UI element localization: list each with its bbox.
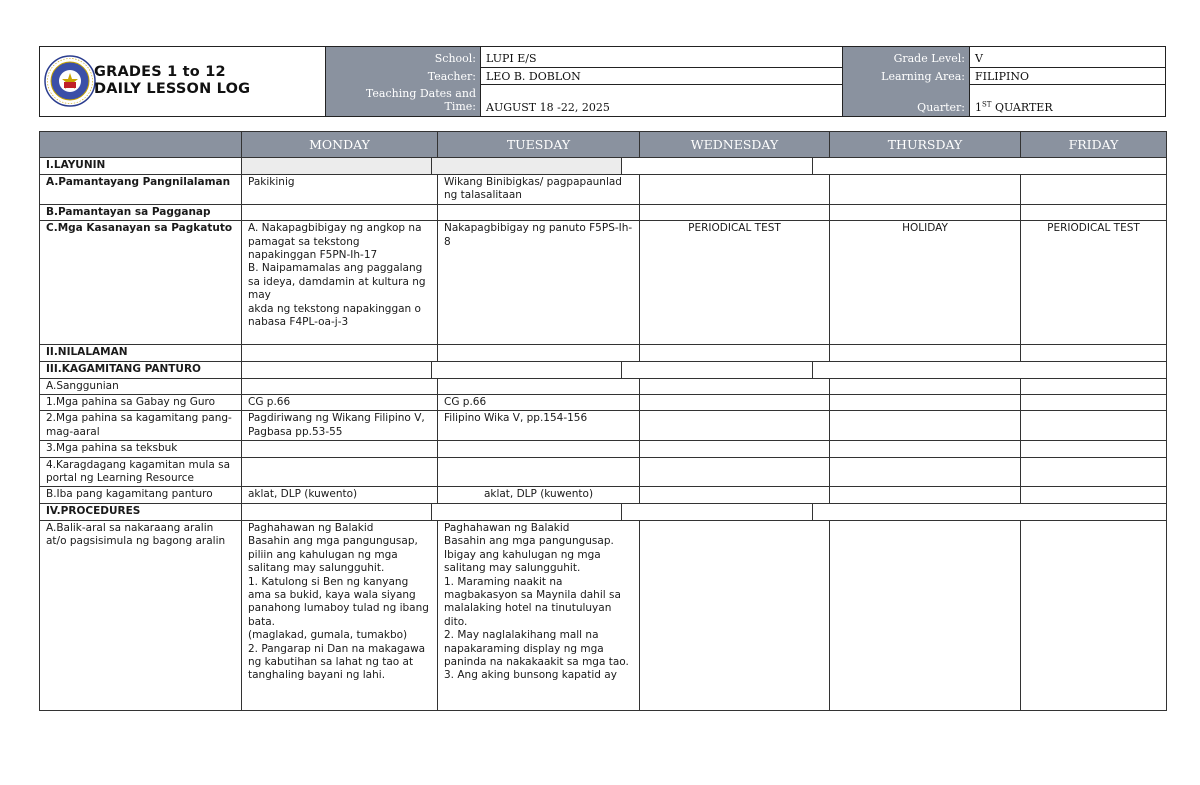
cell-friday [1021,378,1167,394]
row-pangnilalaman [40,175,1167,205]
row-layunin-blank [242,158,1167,175]
cell-wednesday [640,520,830,710]
cell-wednesday [640,457,830,487]
cell-friday: PERIODICAL TEST [1021,221,1167,345]
row-label: B.Pamantayan sa Pagganap [40,204,242,220]
cell-wednesday [640,345,830,361]
cell-friday [1021,395,1167,411]
dates-label-line-2: Time: [444,100,476,113]
cell-monday: Pakikinig [242,175,438,205]
cell-thursday [830,441,1021,457]
cell-thursday [830,204,1021,220]
cell-monday: A. Nakapagbibigay ng angkop na pamagat sa tekstong napakinggan F5PN-Ih-17 B. Naipamamalas ang paggalang sa ideya, damdamin at kultura ng may akda ng tekstong napakinggan o nabasa F4PL-oa-j-3 [242,221,438,345]
teacher-value: LEO B. DOBLON [481,68,843,85]
cell-wednesday: PERIODICAL TEST [640,221,830,345]
row-label: 3.Mga pahina sa teksbuk [40,441,242,457]
cell-monday: CG p.66 [242,395,438,411]
quarter-suffix: ST [982,100,992,109]
cell-tuesday [438,345,640,361]
cell-monday [242,457,438,487]
cell-thursday [830,395,1021,411]
dates-label [326,85,481,116]
cell-thursday [830,520,1021,710]
row-kagamitan [40,361,1167,378]
dates-value: AUGUST 18 -22, 2025 [481,85,843,116]
learning-area-value: FILIPINO [970,68,1165,85]
cell-thursday [830,457,1021,487]
cell-friday [1021,345,1167,361]
cell-monday [242,441,438,457]
cell-tuesday: Wikang Binibigkas/ pagpapaunlad ng talasalitaan [438,175,640,205]
cell-thursday [830,345,1021,361]
cell-tuesday [438,441,640,457]
cell-thursday [830,378,1021,394]
day-tuesday: TUESDAY [438,132,640,158]
school-label: School: [326,47,481,68]
row-nilalaman [40,345,1167,361]
grade-level-value: V [970,47,1165,68]
cell-friday [1021,411,1167,441]
cell-thursday [830,175,1021,205]
cell-tuesday: aklat, DLP (kuwento) [438,487,640,503]
grade-level-label: Grade Level: [843,47,970,68]
school-value: LUPI E/S [481,47,843,68]
cell-thursday [830,487,1021,503]
cell-tuesday: CG p.66 [438,395,640,411]
row-iba-pang [40,487,1167,503]
quarter-value [970,85,1165,116]
row-label: 4.Karagdagang kagamitan mula sa portal ng Learning Resource [40,457,242,487]
cell-wednesday [640,411,830,441]
row-pagganap [40,204,1167,220]
teacher-label: Teacher: [326,68,481,85]
row-label: A.Balik-aral sa nakaraang aralin at/o pagsisimula ng bagong aralin [40,520,242,710]
row-procedures [40,503,1167,520]
header-corner [40,132,242,158]
row-label: II.NILALAMAN [40,345,242,361]
cell-monday: aklat, DLP (kuwento) [242,487,438,503]
daily-lesson-log-table [39,131,1167,711]
row-kasanayan [40,221,1167,345]
day-friday: FRIDAY [1021,132,1167,158]
header-title-block [40,47,326,116]
row-kagamitang-pang [40,411,1167,441]
cell-monday [242,378,438,394]
row-label: C.Mga Kasanayan sa Pagkatuto [40,221,242,345]
row-karagdagang [40,457,1167,487]
row-kagamitan-blank [242,361,1167,378]
cell-friday [1021,487,1167,503]
cell-thursday [830,411,1021,441]
cell-friday [1021,175,1167,205]
day-header-row [40,132,1167,158]
cell-thursday: HOLIDAY [830,221,1021,345]
row-label: B.Iba pang kagamitang panturo [40,487,242,503]
row-label: A.Pamantayang Pangnilalaman [40,175,242,205]
cell-tuesday [438,457,640,487]
quarter-number: 1 [975,101,982,114]
row-label: IV.PROCEDURES [40,503,242,520]
cell-tuesday [438,204,640,220]
quarter-label: Quarter: [843,85,970,116]
row-gabay [40,395,1167,411]
cell-friday [1021,457,1167,487]
cell-tuesday: Paghahawan ng Balakid Basahin ang mga pangungusap. Ibigay ang kahulugan ng mga salitang may salungguhit. 1. Maraming naakit na magbakasyon sa Maynila dahil sa malalaking hotel na tinutuluyan dito. 2. May naglalakihang mall na napakaraming display ng mga paninda na nakakaakit sa mga tao. 3. Ang aking bunsong kapatid ay [438,520,640,710]
title-line-1: GRADES 1 to 12 [94,64,226,80]
learning-area-label: Learning Area: [843,68,970,85]
cell-wednesday [640,441,830,457]
cell-friday [1021,441,1167,457]
row-label: III.KAGAMITANG PANTURO [40,361,242,378]
cell-friday [1021,520,1167,710]
row-label: 1.Mga pahina sa Gabay ng Guro [40,395,242,411]
header-info-grid [326,47,1165,116]
row-balik-aral [40,520,1167,710]
row-teksbuk [40,441,1167,457]
cell-tuesday: Nakapagbibigay ng panuto F5PS-Ih-8 [438,221,640,345]
day-monday: MONDAY [242,132,438,158]
cell-wednesday [640,175,830,205]
cell-wednesday [640,487,830,503]
row-sanggunian [40,378,1167,394]
cell-monday [242,345,438,361]
cell-monday [242,204,438,220]
cell-tuesday [438,378,640,394]
cell-monday: Pagdiriwang ng Wikang Filipino V, Pagbasa pp.53-55 [242,411,438,441]
cell-tuesday: Filipino Wika V, pp.154-156 [438,411,640,441]
day-thursday: THURSDAY [830,132,1021,158]
row-label: I.LAYUNIN [40,158,242,175]
title-line-2: DAILY LESSON LOG [94,81,251,97]
quarter-text: QUARTER [991,101,1053,114]
cell-wednesday [640,378,830,394]
cell-wednesday [640,204,830,220]
header-title [94,64,250,98]
cell-monday: Paghahawan ng Balakid Basahin ang mga pangungusap, piliin ang kahulugan ng mga salitang may salungguhit. 1. Katulong si Ben ng kanyang ama sa bukid, kaya wala siyang panahong lumaboy tulad ng ibang bata. (maglakad, gumala, tumakbo) 2. Pangarap ni Dan na makagawa ng kabutihan sa lahat ng tao at tanghaling bayani ng lahi. [242,520,438,710]
cell-wednesday [640,395,830,411]
row-procedures-blank [242,503,1167,520]
row-layunin [40,158,1167,175]
day-wednesday: WEDNESDAY [640,132,830,158]
row-label: A.Sanggunian [40,378,242,394]
cell-friday [1021,204,1167,220]
dates-label-line-1: Teaching Dates and [365,87,476,100]
lesson-log-header [39,46,1166,117]
deped-seal-icon [44,55,96,107]
row-label: 2.Mga pahina sa kagamitang pang-mag-aaral [40,411,242,441]
